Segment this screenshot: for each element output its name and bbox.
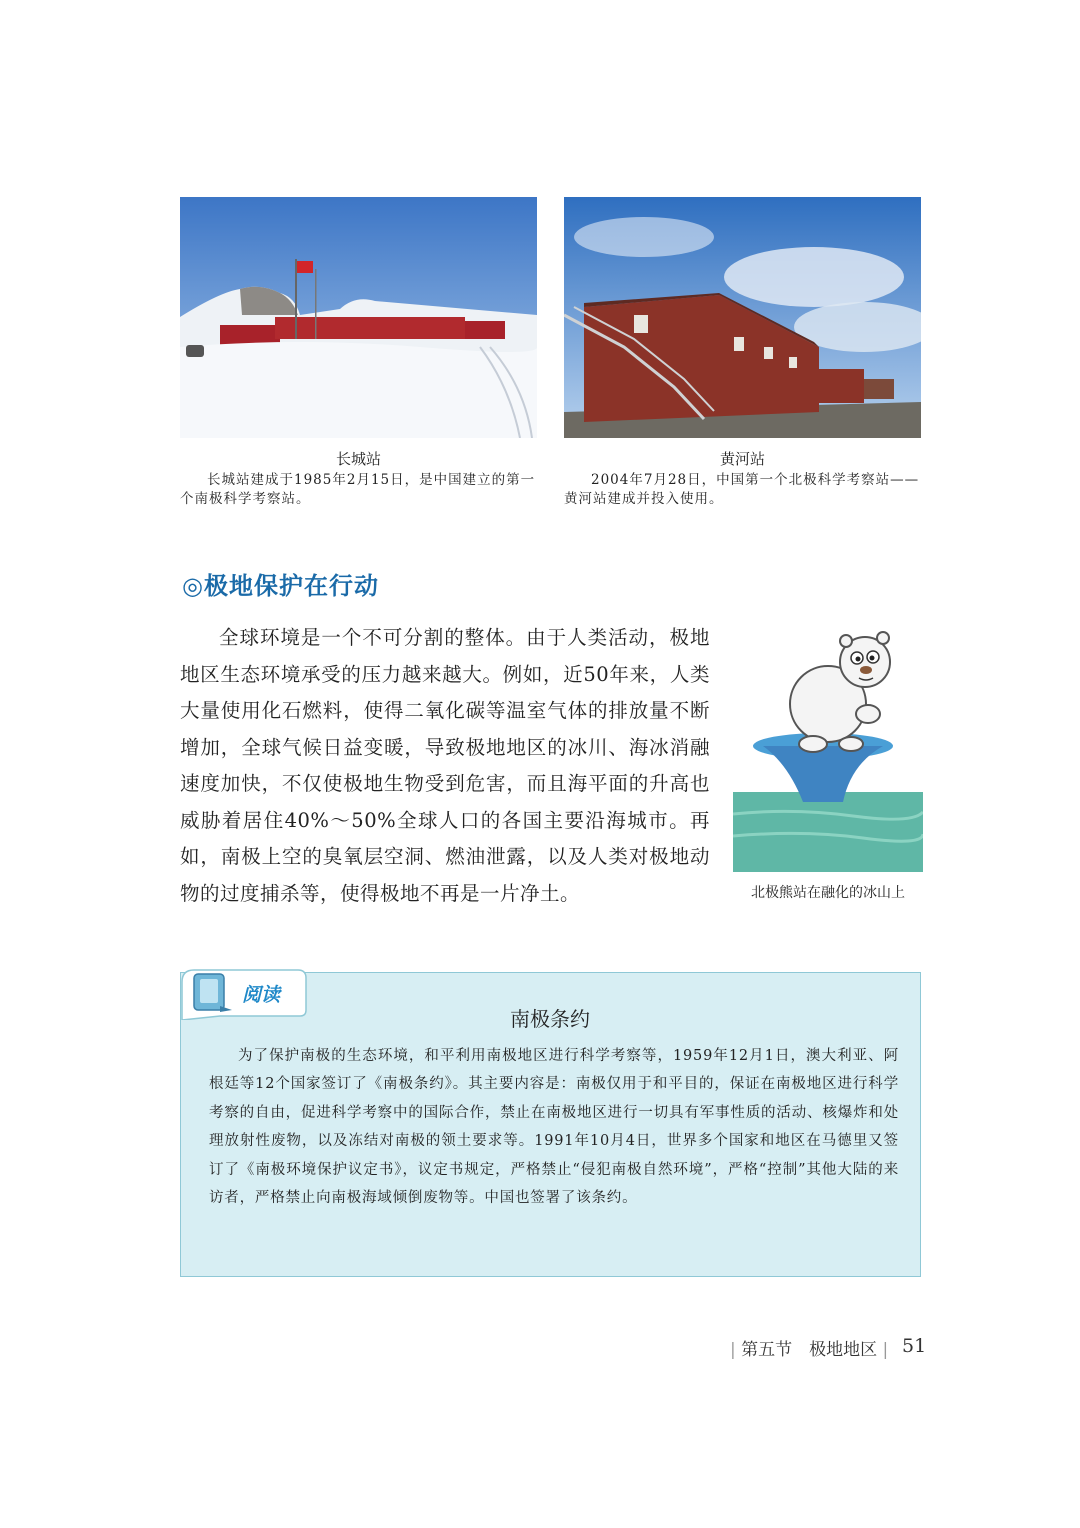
great-wall-station-caption: 长城站建成于1985年2月15日，是中国建立的第一个南极科学考察站。	[180, 472, 536, 507]
reading-title: 南极条约	[510, 1007, 590, 1031]
yellow-river-station-caption: 2004年7月28日，中国第一个北极科学考察站——黄河站建成并投入使用。	[564, 472, 920, 507]
yellow-river-station-title: 黄河站	[719, 450, 765, 468]
reading-text: 为了保护南极的生态环境，和平利用南极地区进行科学考察等，1959年12月1日，澳大利亚、阿根廷等12个国家签订了《南极条约》。其主要内容是：南极仅用于和平目的，保证在南极地区进行科学考察的自由，促进科学考察中的国际合作，禁止在南极地区进行一切具有军事性质的活动、核爆炸和处理放射性废物，以及冻结对南极的领土要求等。1991年10月4日，世界多个国家和地区在马德里又签订了《南极环境保护议定书》，议定书规定，严格禁止“侵犯南极自然环境”，严格“控制”其他大陆的来访者，严格禁止向南极海域倾倒废物等。中国也签署了该条约。	[209, 1048, 899, 1207]
reading-tab-label: 阅读	[242, 984, 281, 1006]
great-wall-station-title: 长城站	[335, 450, 381, 468]
reading-tab	[180, 960, 308, 1020]
illustration-caption: 北极熊站在融化的冰山上	[751, 885, 905, 901]
footer-section-label: 第五节 极地地区	[741, 1340, 878, 1360]
body-paragraph: 全球环境是一个不可分割的整体。由于人类活动，极地地区生态环境承受的压力越来越大。例如，近50年来，人类大量使用化石燃料，使得二氧化碳等温室气体的排放量不断增加，全球气候日益变暖，导致极地地区的冰川、海冰消融速度加快，不仅使极地生物受到危害，而且海平面的升高也威胁着居住40%～50%全球人口的各国主要沿海城市。再如，南极上空的臭氧层空洞、燃油泄露，以及人类对极地动物的过度捕杀等，使得极地不再是一片净土。	[180, 626, 710, 905]
page-number: 51	[902, 1335, 927, 1357]
great-wall-station-photo	[180, 197, 537, 438]
footer-divider-right: |	[882, 1340, 889, 1360]
polar-bear-illustration	[733, 624, 923, 872]
yellow-river-station-photo	[564, 197, 921, 438]
section-heading: ◎极地保护在行动	[182, 572, 379, 600]
footer-section	[730, 1335, 888, 1360]
footer-divider-left: |	[730, 1340, 736, 1360]
